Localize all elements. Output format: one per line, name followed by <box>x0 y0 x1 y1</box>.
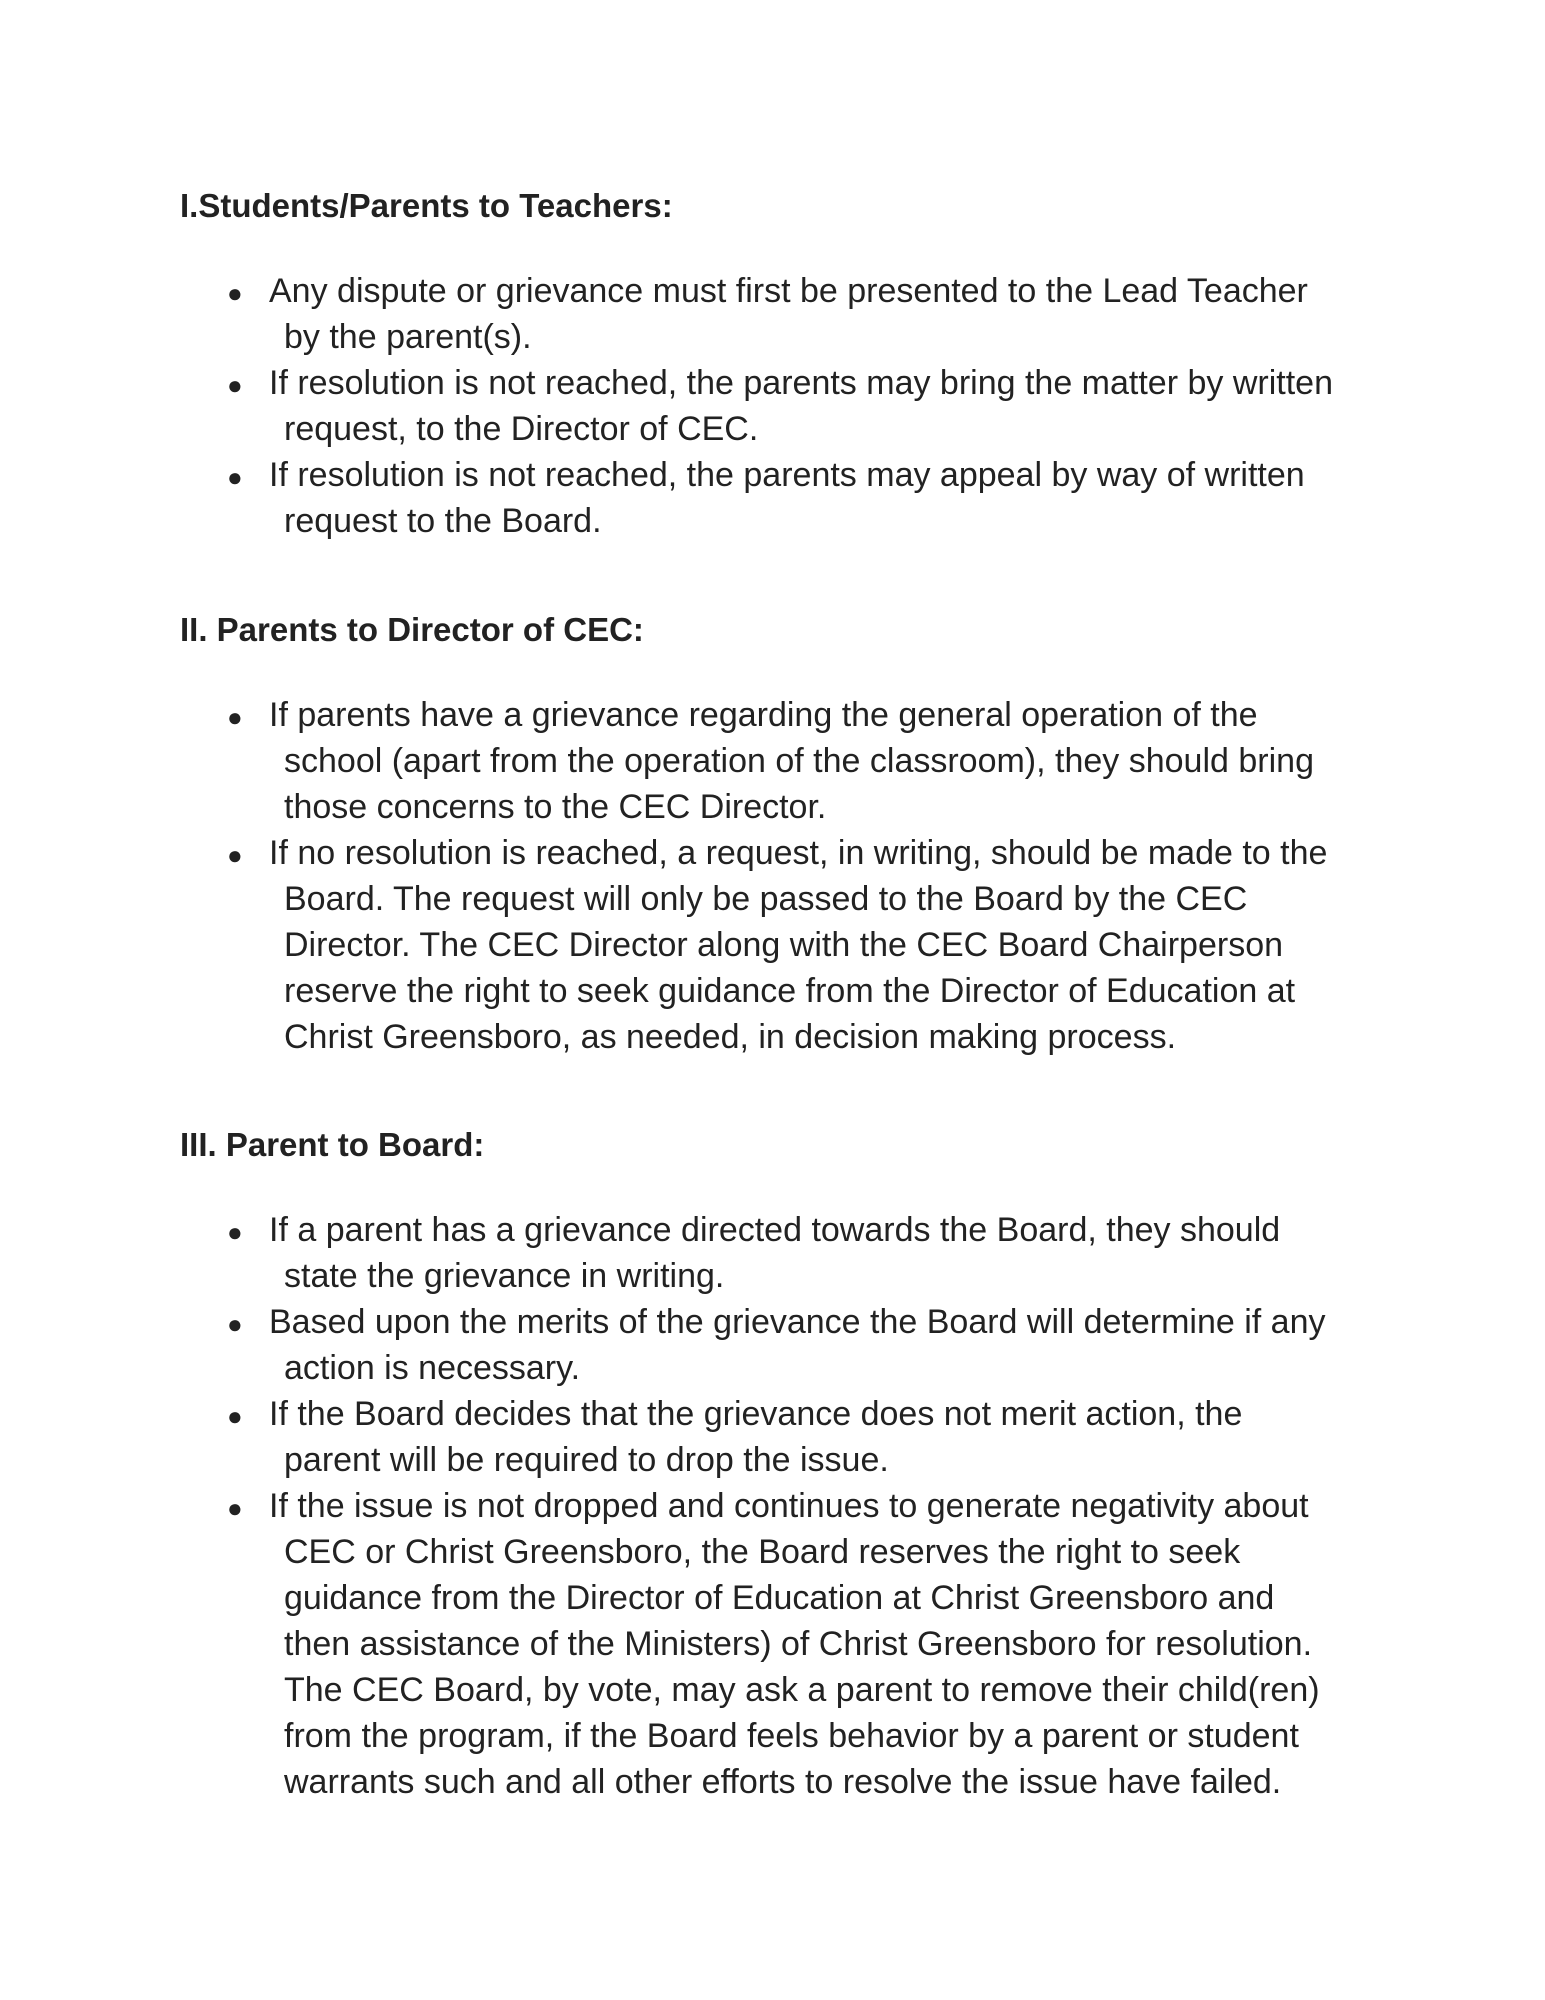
list-item-text: If resolution is not reached, the parents may bring the matter by written request, to the Director of CEC. <box>269 364 1333 448</box>
list-item <box>227 692 1347 830</box>
list-item <box>227 830 1347 1060</box>
list-item <box>227 360 1347 452</box>
section-heading: I.Students/Parents to Teachers: <box>180 187 673 224</box>
section-parent-to-board <box>180 1122 1380 1805</box>
bullet-icon: ● <box>227 840 243 870</box>
list-item-text: If the issue is not dropped and continues to generate negativity about CEC or Christ Greensboro, the Board reserves the right to seek guidance from the Director of Education at Christ Greensboro and then assistance of the Ministers) of Christ Greensboro for resolution. The CEC Board, by vote, may ask a parent to remove their child(ren) from the program, if the Board feels behavior by a parent or student warrants such and all other efforts to resolve the issue have failed. <box>269 1487 1320 1801</box>
section-parents-to-director <box>180 607 1380 1060</box>
section-students-parents-to-teachers <box>180 183 1380 544</box>
section-heading: II. Parents to Director of CEC: <box>180 611 644 648</box>
bullet-icon: ● <box>227 370 243 400</box>
bullet-list <box>227 268 1347 544</box>
bullet-icon: ● <box>227 1493 243 1523</box>
section-heading: III. Parent to Board: <box>180 1126 485 1163</box>
list-item-text: If no resolution is reached, a request, in writing, should be made to the Board. The request will only be passed to the Board by the CEC Director. The CEC Director along with the CEC Board Chairperson reserve the right to seek guidance from the Director of Education at Christ Greensboro, as needed, in decision making process. <box>269 834 1328 1056</box>
bullet-list <box>227 1207 1347 1805</box>
list-item <box>227 268 1347 360</box>
bullet-list <box>227 692 1347 1060</box>
list-item <box>227 1391 1347 1483</box>
bullet-icon: ● <box>227 1309 243 1339</box>
list-item-text: If a parent has a grievance directed towards the Board, they should state the grievance in writing. <box>269 1211 1281 1295</box>
bullet-icon: ● <box>227 702 243 732</box>
list-item-text: If resolution is not reached, the parents may appeal by way of written request to the Board. <box>269 456 1305 540</box>
list-item <box>227 452 1347 544</box>
bullet-icon: ● <box>227 1217 243 1247</box>
list-item-text: If parents have a grievance regarding the general operation of the school (apart from the operation of the classroom), they should bring those concerns to the CEC Director. <box>269 696 1314 826</box>
list-item-text: Any dispute or grievance must first be presented to the Lead Teacher by the parent(s). <box>269 272 1308 356</box>
list-item <box>227 1207 1347 1299</box>
bullet-icon: ● <box>227 462 243 492</box>
list-item-text: Based upon the merits of the grievance the Board will determine if any action is necessary. <box>269 1303 1326 1387</box>
list-item-text: If the Board decides that the grievance does not merit action, the parent will be required to drop the issue. <box>269 1395 1243 1479</box>
bullet-icon: ● <box>227 278 243 308</box>
list-item <box>227 1483 1347 1805</box>
bullet-icon: ● <box>227 1401 243 1431</box>
list-item <box>227 1299 1347 1391</box>
